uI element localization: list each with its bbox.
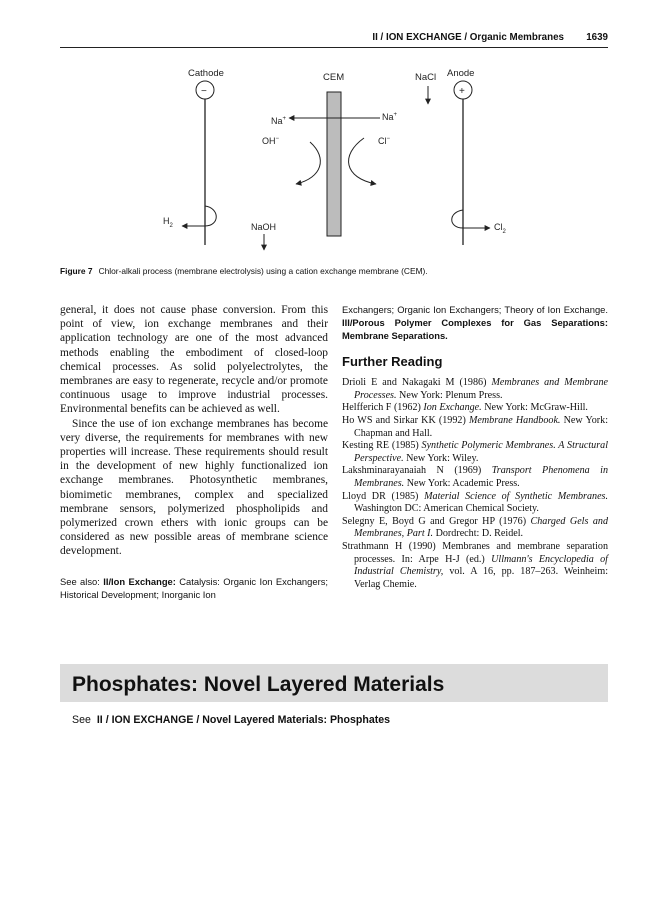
anode-label: Anode [447,68,475,79]
cathode-sign: − [201,86,207,97]
naoh-label: NaOH [251,222,277,232]
paragraph-2: Since the use of ion exchange membranes has become very diverse, the requirements for membranes with new properties will increase. These requirements should result in the development of new highly functionalized ion exchange membranes. Photosynthetic membranes, biomimetic membranes, complex and specialized membrane sensors, polymerized phospholipids and polymerized crown ethers with ionic groups can be considered as new possible areas of membrane science development. [60,417,328,558]
running-header [60,32,608,48]
reference-item: Lloyd DR (1985) Material Science of Synthetic Membranes. Washington DC: American Chemical Society. [342,490,609,515]
see-also-topics[interactable]: Catalysis: Organic Ion Exchangers; Historical Development; Inorganic Ion [60,575,328,601]
further-reading-heading: Further Reading [342,354,443,369]
reference-item: Strathmann H (1990) Membranes and membrane separation processes. In: Arpe H-J (ed.) Ullmann's Encyclopedia of Industrial Chemistry, vol. A 16, pp. 187–263. Weinheim: Verlag Chemie. [342,540,608,590]
see-also [60,575,328,602]
see-also-link-ion-exchange[interactable]: II/Ion Exchange: [103,575,176,587]
see-also-continued [342,303,608,342]
figure-caption [60,266,608,276]
nacl-label: NaCl [415,72,437,83]
left-column [60,303,328,601]
na-ion-left: Na+ [271,116,287,126]
right-column [342,303,608,591]
cross-reference [72,714,390,726]
cross-reference-link[interactable]: II / ION EXCHANGE / Novel Layered Materials: Phosphates [96,714,391,726]
figure-label: Figure 7 [60,266,93,276]
next-article-title: Phosphates: Novel Layered Materials [72,673,445,696]
chlorine-label: $Cl_2$ [494,222,506,235]
next-article-banner [60,664,608,702]
reference-item: Helfferich F (1962) Ion Exchange. New York: McGraw-Hill. [342,402,588,414]
reference-item: Selegny E, Boyd G and Gregor HP (1976) Charged Gels and Membranes, Part I. Dordrecht: D. Reidel. [342,515,608,540]
running-title: II / ION EXCHANGE / Organic Membranes [372,32,564,43]
cross-reference-label: See [72,714,91,726]
hydroxide-ion: OH− [262,136,280,146]
reference-list [342,377,608,591]
reference-item: Drioli E and Nakagaki M (1986) Membranes and Membrane Processes. New York: Plenum Press. [342,377,609,401]
hydrogen-label: $H_2$ [163,216,173,229]
hydroxide-curve-arrow [296,142,320,184]
reference-item: Kesting RE (1985) Synthetic Polymeric Membranes. A Structural Perspective. New York: Wiley. [342,440,608,464]
paragraph-1: general, it does not cause phase conversion. From this point of view, ion exchange membranes and their application technology are one of the most advanced methods enabling the embodiment of closed-loop chemical processes. As solid polyelectrolytes, the membranes are easy to regenerate, recycle and/or promote continuous usage to improve industrial processes. Environmental benefits can be achieved as well. [60,304,328,416]
hydrogen-arrow [182,206,216,226]
reference-item: Lakshminarayanaiah N (1969) Transport Phenomena in Membranes. New York: Academic Press. [342,465,608,489]
page-number: 1639 [586,32,608,43]
cem-label: CEM [323,72,345,83]
cation-exchange-membrane [327,92,341,236]
chloride-curve-arrow [349,138,376,184]
anode-sign: + [459,86,465,97]
see-also-lead: See also: [60,575,100,587]
chlorine-arrow [452,210,490,228]
cathode-label: Cathode [188,68,224,79]
figure-caption-text: Chlor-alkali process (membrane electrolysis) using a cation exchange membrane (CEM). [98,266,428,276]
na-ion-right: Na+ [382,112,398,122]
see-also-link-porous-polymer[interactable]: III/Porous Polymer Complexes for Gas Separations: Membrane Separations. [342,317,608,341]
reference-item: Ho WS and Sirkar KK (1992) Membrane Handbook. New York: Chapman and Hall. [342,414,609,439]
body-text [60,303,328,559]
see-also-topics-continued[interactable]: Exchangers; Organic Ion Exchangers; Theory of Ion Exchange. [342,304,608,315]
chlor-alkali-diagram [150,60,520,260]
header-rule [60,47,608,48]
chloride-ion: Cl− [378,136,391,146]
